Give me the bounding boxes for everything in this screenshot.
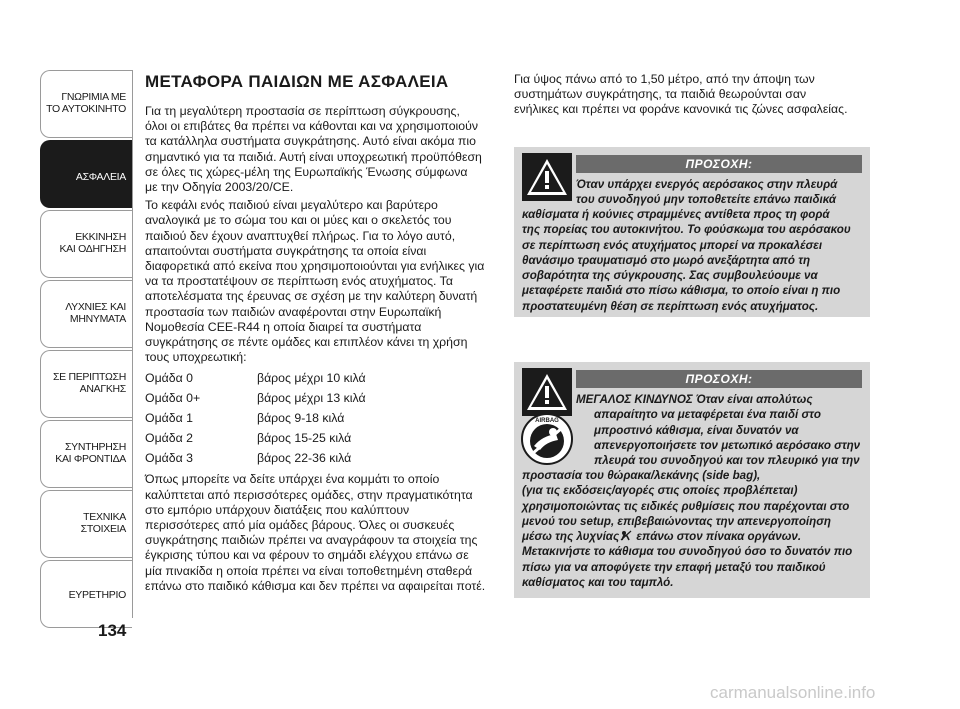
tab-starting-driving[interactable]: ΕΚΚΙΝΗΣΗ ΚΑΙ ΟΔΗΓΗΣΗ (40, 210, 132, 278)
text-line: προστασία των παιδιών αναφέρονται στην Ευρωπαϊκή (145, 304, 442, 319)
warning-header: ΠΡΟΣΟΧΗ: (576, 370, 862, 388)
text-line: καθίσματα ή κούνιες στραμμένες αντίθετα προς τη φορά (522, 208, 830, 221)
text-line: έγκρισης τύπου και να φέρουν το σημάδι ελέγχου επάνω σε (145, 548, 469, 563)
paragraph-height (514, 72, 874, 118)
text-line: σε όλες τις χώρες-μέλη της Ευρωπαϊκής Ένωσης σύμφωνα (145, 164, 468, 179)
text-line: προστατευμένη θέση σε περίπτωση ενός ατυχήματος. (522, 299, 819, 313)
group-name: Ομάδα 0 (145, 371, 193, 386)
text-line: καθίσματος και του ταμπλό. (522, 576, 674, 590)
text-line: καλύπτεται από περισσότερες ομάδες, στην πραγματικότητα (145, 487, 473, 502)
warning-box-1 (514, 147, 870, 317)
tab-maintenance[interactable]: ΣΥΝΤΗΡΗΣΗ ΚΑΙ ΦΡΟΝΤΙΔΑ (40, 420, 132, 488)
text-line: σε περίπτωση ενός ατυχήματος μπορεί να προκαλέσει (522, 238, 823, 252)
group-row (145, 408, 497, 428)
text-line: (για τις εκδόσεις/αγορές στις οποίες προβλέπεται) (522, 484, 798, 498)
group-name: Ομάδα 2 (145, 431, 193, 446)
main-column (145, 72, 497, 597)
text-line: προστασία του θώρακα/λεκάνης (side bag), (522, 469, 761, 482)
text-line: παιδιού δεν έχουν αναπτυχθεί πλήρως. Για το λόγο αυτό, (145, 228, 456, 243)
text-line: όλοι οι επιβάτες θα πρέπει να κάθονται και να χρησιμοποιούν (145, 119, 478, 134)
text-line: μενού του setup, επιβεβαιώνοντας την απενεργοποίηση (522, 514, 831, 528)
paragraph-head (145, 198, 497, 365)
tab-getting-to-know[interactable]: ΓΝΩΡΙΜΙΑ ΜΕ ΤΟ ΑΥΤΟΚΙΝΗΤΟ (40, 70, 132, 138)
text-line: απαραίτητο να μεταφέρεται ένα παιδί στο (594, 408, 821, 422)
text-line: αποτελέσματα της έρευνας σε σχέση με την καλύτερη δυνατή (145, 289, 478, 304)
text-line: περισσότερες από μία ομάδες βάρους. Όλες οι συσκευές (145, 518, 455, 533)
text-line: του συνοδηγού μην τοποθετείτε επάνω παιδικά (576, 193, 837, 207)
tab-index[interactable]: ΕΥΡΕΤΗΡΙΟ (40, 560, 132, 628)
text-line: της πορείας του αυτοκινήτου. Το φούσκωμα του αερόσακου (522, 223, 851, 237)
tab-safety[interactable]: ΑΣΦΑΛΕΙΑ (40, 140, 132, 208)
text-line: μία πινακίδα η οποία πρέπει να είναι τοποθετημένη σταθερά (145, 563, 473, 578)
group-row (145, 448, 497, 468)
text-line: αναλογικά με το σώμα του και οι μύες και ο σκελετός του (145, 213, 452, 228)
text-line: με την Οδηγία 2003/20/CE. (145, 180, 294, 195)
page-number: 134 (98, 621, 127, 640)
text-line: Όταν υπάρχει ενεργός αερόσακος στην πλευρά (576, 178, 838, 191)
airbag-off-lamp-icon (620, 530, 632, 541)
text-line: μεταφέρετε παιδιά στο πίσω κάθισμα, το οποίο είναι η πιο (522, 284, 841, 298)
warning-header: ΠΡΟΣΟΧΗ: (576, 155, 862, 173)
text-line: χρησιμοποιώντας τις ειδικές ρυθμίσεις που παρέχονται στο (522, 499, 850, 513)
warning-text-indented (576, 177, 866, 208)
warning-text (522, 207, 867, 314)
group-weight: βάρος 15-25 κιλά (257, 431, 352, 446)
text-line: μέσω της λυχνίας επάνω στον πίνακα οργάνων. (522, 530, 802, 544)
page-divider (132, 70, 133, 618)
text-line: θανάσιμο τραυματισμό στο μωρό ανεξάρτητα από τη (522, 253, 811, 267)
text-line: σοβαρότητα της σύγκρουσης. Σας συμβουλεύουμε να (522, 269, 818, 283)
text-line: Όπως μπορείτε να δείτε υπάρχει ένα κομμάτι το οποίο (145, 472, 440, 487)
group-name: Ομάδα 1 (145, 411, 193, 426)
text-line: ΜΕΓΑΛΟΣ ΚΙΝΔΥΝΟΣ Όταν είναι απολύτως (576, 393, 813, 406)
text-line: πίσω για να αποφύγετε την επαφή μεταξύ του παιδικού (522, 560, 826, 574)
airbag-child-seat-icon (520, 412, 574, 471)
warning-text-indented (576, 392, 866, 468)
text-line: συγκράτησης σε πέντε ομάδες και επιπλέον κάνει τη χρήση (145, 335, 468, 350)
text-line: τους υποχρεωτική: (145, 350, 247, 365)
text-line: Μετακινήστε το κάθισμα του συνοδηγού όσο το δυνατόν πιο (522, 545, 853, 559)
group-list (145, 368, 497, 468)
text-line: Για ύψος πάνω από το 1,50 μέτρο, από την άποψη των (514, 72, 815, 86)
airbag-label: AIRBAG (535, 418, 559, 424)
warning-icon (522, 153, 572, 201)
text-line: Για τη μεγαλύτερη προστασία σε περίπτωση σύγκρουσης, (145, 104, 460, 118)
text-line: τα κατάλληλα συστήματα συγκράτησης. Αυτό είναι ακόμα πιο (145, 134, 476, 149)
tab-lights-messages[interactable]: ΛΥΧΝΙΕΣ ΚΑΙ ΜΗΝΥΜΑΤΑ (40, 280, 132, 348)
group-weight: βάρος 9-18 κιλά (257, 411, 345, 426)
paragraph-intro (145, 104, 497, 195)
section-title: ΜΕΤΑΦΟΡΑ ΠΑΙΔΙΩΝ ΜΕ ΑΣΦΑΛΕΙΑ (145, 72, 449, 91)
warning-icon (522, 368, 572, 416)
text-line: ενήλικες και πρέπει να φοράνε κανονικά τις ζώνες ασφαλείας. (514, 102, 848, 117)
text-line: συγκράτησης παιδιών πρέπει να αναγράφουν τα στοιχεία της (145, 533, 478, 548)
group-weight: βάρος 22-36 κιλά (257, 451, 352, 466)
text-line: στο εμπόριο υπάρχουν διατάξεις που καλύπτουν (145, 502, 410, 517)
text-line: απενεργοποιήσετε τον μετωπικό αερόσακο στην (594, 438, 861, 452)
text-line: συστημάτων συγκράτησης, τα παιδιά θεωρούνται σαν (514, 87, 807, 102)
text-line: απαιτούνται συστήματα συγκράτησης τα οποία είναι (145, 243, 427, 258)
text-line: μπροστινό κάθισμα, είναι δυνατόν να (594, 423, 799, 437)
text-line: επάνω στο παιδικό κάθισμα και δεν πρέπει να αφαιρείται ποτέ. (145, 578, 486, 593)
group-name: Ομάδα 0+ (145, 391, 201, 406)
right-column (514, 72, 874, 118)
group-name: Ομάδα 3 (145, 451, 193, 466)
group-row (145, 388, 497, 408)
text-line: πλευρά του συνοδηγού και τον πλευρικό για την (594, 454, 860, 468)
text-line: Νομοθεσία CEE-R44 η οποία διαιρεί τα συστήματα (145, 319, 422, 334)
text-line: να τα προστατέψουν σε περίπτωση ενός ατυχήματος. Τα (145, 274, 453, 289)
group-row (145, 428, 497, 448)
watermark: carmanualsonline.info (710, 683, 876, 702)
text-line: διαφορετικά από εκείνα που χρησιμοποιούνται για ενήλικες για (145, 259, 485, 274)
text-line: Το κεφάλι ενός παιδιού είναι μεγαλύτερο και βαρύτερο (145, 198, 438, 213)
group-weight: βάρος μέχρι 13 κιλά (257, 391, 366, 406)
tab-emergency[interactable]: ΣΕ ΠΕΡΙΠΤΩΣΗ ΑΝΑΓΚΗΣ (40, 350, 132, 418)
paragraph-closing (145, 472, 497, 594)
warning-text (522, 468, 867, 590)
text-line: σημαντικό για τα παιδιά. Αυτή είναι υποχρεωτική προϋπόθεση (145, 149, 482, 164)
tab-technical-data[interactable]: ΤΕΧΝΙΚΑ ΣΤΟΙΧΕΙΑ (40, 490, 132, 558)
group-weight: βάρος μέχρι 10 κιλά (257, 371, 366, 386)
group-row (145, 368, 497, 388)
warning-box-2 (514, 362, 870, 598)
